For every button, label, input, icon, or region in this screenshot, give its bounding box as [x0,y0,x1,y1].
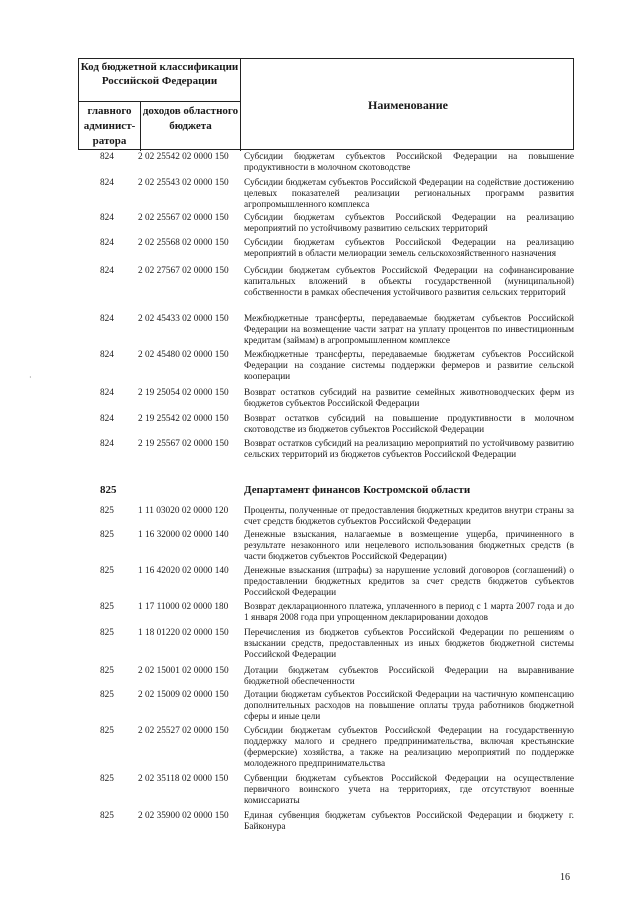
row-description: Субсидии бюджетам субъектов Российской Федерации на повышение продуктивности в молочном скотоводстве [244,152,574,173]
row-income-code: 2 02 25567 02 0000 150 [138,213,229,223]
row-income-code: 1 18 01220 02 0000 150 [138,628,229,638]
row-description: Субсидии бюджетам субъектов Российской Федерации на реализацию мероприятий по устойчивому развитию сельских территорий [244,213,574,234]
row-income-code: 2 02 35900 02 0000 150 [138,811,229,821]
row-admin-code: 825 [100,628,114,638]
row-description: Возврат декларационного платежа, уплаченного в период с 1 марта 2007 года и до 1 января 2008 года при упрощенном декларировании доходов [244,602,574,623]
header-code-title: Код бюджетной классификации Российской Федерации [79,59,241,102]
row-description: Субсидии бюджетам субъектов Российской Федерации на софинансирование капитальных вложений в объекты государственной (муниципальной) собственности в рамках обеспечения устойчивого развития сельских территорий [244,266,574,298]
row-admin-code: 824 [100,178,114,188]
row-admin-code: 825 [100,602,114,612]
table-header [78,58,574,150]
row-admin-code: 824 [100,152,114,162]
row-description: Возврат остатков субсидий на реализацию мероприятий по устойчивому развитию сельских территорий из бюджетов субъектов Российской Федерации [244,439,574,460]
row-income-code: 2 02 45433 02 0000 150 [138,314,229,324]
row-income-code: 2 02 15001 02 0000 150 [138,666,229,676]
row-description: Возврат остатков субсидий на развитие семейных животноводческих ферм из бюджетов субъектов Российской Федерации [244,388,574,409]
scan-speck: · [29,373,32,382]
row-income-code: 2 02 15009 02 0000 150 [138,690,229,700]
header-income-column: доходов областного бюджета [141,102,241,151]
row-description: Проценты, полученные от предоставления бюджетных кредитов внутри страны за счет средств бюджетов субъектов Российской Федерации [244,506,574,527]
row-admin-code: 825 [100,726,114,736]
row-admin-code: 825 [100,530,114,540]
row-income-code: 1 11 03020 02 0000 120 [138,506,229,516]
row-description: Перечисления из бюджетов субъектов Российской Федерации по решениям о взыскании средств, предоставленных из иных бюджетов бюджетной системы Российской Федерации [244,628,574,660]
row-admin-code: 824 [100,414,114,424]
row-income-code: 2 19 25542 02 0000 150 [138,414,229,424]
row-admin-code: 824 [100,350,114,360]
section-admin-code: 825 [100,484,117,496]
row-admin-code: 825 [100,566,114,576]
row-income-code: 2 02 45480 02 0000 150 [138,350,229,360]
row-income-code: 2 02 35118 02 0000 150 [138,774,229,784]
row-description: Межбюджетные трансферты, передаваемые бюджетам субъектов Российской Федерации на создание системы поддержки фермеров и развитие сельской кооперации [244,350,574,382]
row-admin-code: 825 [100,811,114,821]
row-admin-code: 824 [100,213,114,223]
row-income-code: 2 02 25527 02 0000 150 [138,726,229,736]
row-income-code: 1 16 42020 02 0000 140 [138,566,229,576]
row-income-code: 2 19 25054 02 0000 150 [138,388,229,398]
row-admin-code: 824 [100,314,114,324]
row-description: Дотации бюджетам субъектов Российской Федерации на частичную компенсацию дополнительных расходов на повышение оплаты труда работников бюджетной сферы и иные цели [244,690,574,722]
row-income-code: 2 02 27567 02 0000 150 [138,266,229,276]
section-title: Департамент финансов Костромской области [244,484,471,496]
row-income-code: 2 19 25567 02 0000 150 [138,439,229,449]
row-admin-code: 825 [100,774,114,784]
header-admin-column: главного админист-ратора [79,102,141,151]
row-description: Субсидии бюджетам субъектов Российской Федерации на государственную поддержку малого и среднего предпринимательства, включая крестьянские (фермерские) хозяйства, а также на реализацию мероприятий по поддержке молодежного предпринимательства [244,726,574,769]
row-admin-code: 825 [100,666,114,676]
row-income-code: 2 02 25568 02 0000 150 [138,238,229,248]
row-description: Возврат остатков субсидий на повышение продуктивности в молочном скотоводстве из бюджетов субъектов Российской Федерации [244,414,574,435]
row-income-code: 1 17 11000 02 0000 180 [138,602,229,612]
row-description: Межбюджетные трансферты, передаваемые бюджетам субъектов Российской Федерации на возмещение части затрат на уплату процентов по инвестиционным кредитам (займам) в агропромышленном комплексе [244,314,574,346]
row-description: Субсидии бюджетам субъектов Российской Федерации на реализацию мероприятий в области мелиорации земель сельскохозяйственного назначения [244,238,574,259]
row-description: Денежные взыскания (штрафы) за нарушение условий договоров (соглашений) о предоставлении бюджетных кредитов за счет средств бюджетов субъектов Российской Федерации [244,566,574,598]
row-description: Субсидии бюджетам субъектов Российской Федерации на содействие достижению целевых показателей реализации региональных программ развития агропромышленного комплекса [244,178,574,210]
row-admin-code: 824 [100,266,114,276]
row-income-code: 2 02 25542 02 0000 150 [138,152,229,162]
row-income-code: 1 16 32000 02 0000 140 [138,530,229,540]
row-admin-code: 825 [100,690,114,700]
row-admin-code: 824 [100,388,114,398]
header-name-column: Наименование [368,97,448,112]
row-admin-code: 824 [100,439,114,449]
row-admin-code: 824 [100,238,114,248]
row-description: Денежные взыскания, налагаемые в возмещение ущерба, причиненного в результате незаконного или нецелевого использования бюджетных средств (в части бюджетов субъектов Российской Федерации) [244,530,574,562]
row-description: Единая субвенция бюджетам субъектов Российской Федерации и бюджету г. Байконура [244,811,574,832]
row-description: Дотации бюджетам субъектов Российской Федерации на выравнивание бюджетной обеспеченности [244,666,574,687]
row-admin-code: 825 [100,506,114,516]
row-description: Субвенции бюджетам субъектов Российской Федерации на осуществление первичного воинского учета на территориях, где отсутствуют военные комиссариаты [244,774,574,806]
row-income-code: 2 02 25543 02 0000 150 [138,178,229,188]
page-number: 16 [560,872,570,883]
